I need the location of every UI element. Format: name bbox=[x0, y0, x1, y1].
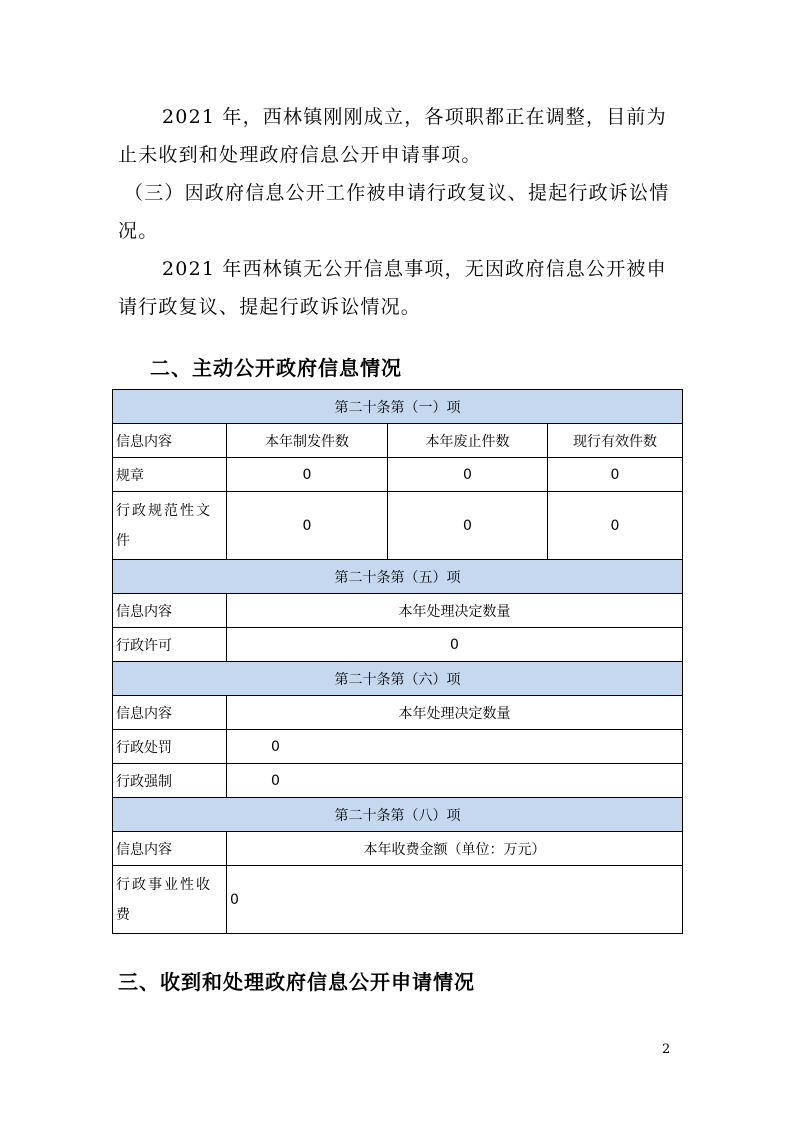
paragraph-no-review: 2021 年西林镇无公开信息事项，无因政府信息公开被申请行政复议、提起行政诉讼情况。 bbox=[118, 258, 667, 318]
row-admin-penalty-label: 行政处罚 bbox=[113, 730, 227, 764]
row-normative-docs-valid: 0 bbox=[548, 492, 683, 560]
row-regulations-issued: 0 bbox=[227, 458, 388, 492]
item5-title: 第二十条第（五）项 bbox=[113, 560, 683, 594]
row-normative-docs-label: 行政规范性文件 bbox=[113, 492, 227, 560]
item6-header-decisions: 本年处理决定数量 bbox=[227, 696, 683, 730]
row-admin-permit-value: 0 bbox=[227, 628, 683, 662]
subsection-3-title: （三）因政府信息公开工作被申请行政复议、提起行政诉讼情况。 bbox=[118, 182, 670, 242]
section-2-heading: 二、主动公开政府信息情况 bbox=[150, 356, 402, 380]
row-admin-coercion-label: 行政强制 bbox=[113, 764, 227, 798]
item5-header-decisions: 本年处理决定数量 bbox=[227, 594, 683, 628]
item6-header-content: 信息内容 bbox=[113, 696, 227, 730]
section-3-heading: 三、收到和处理政府信息公开申请情况 bbox=[118, 970, 475, 994]
item1-header-valid: 现行有效件数 bbox=[548, 424, 683, 458]
item8-header-fee-amount: 本年收费金额（单位：万元） bbox=[227, 832, 683, 866]
row-admin-fees-value: 0 bbox=[227, 866, 683, 934]
disclosure-table bbox=[112, 389, 683, 934]
item8-header-content: 信息内容 bbox=[113, 832, 227, 866]
row-regulations-valid: 0 bbox=[548, 458, 683, 492]
row-admin-coercion-value: 0 bbox=[227, 764, 683, 798]
row-admin-fees-label: 行政事业性收费 bbox=[113, 866, 227, 934]
item1-title: 第二十条第（一）项 bbox=[113, 390, 683, 424]
item1-header-abolished: 本年废止件数 bbox=[388, 424, 548, 458]
row-admin-permit-label: 行政许可 bbox=[113, 628, 227, 662]
item8-title: 第二十条第（八）项 bbox=[113, 798, 683, 832]
row-regulations-abolished: 0 bbox=[388, 458, 548, 492]
page-number: 2 bbox=[662, 1042, 671, 1057]
paragraph-no-applications: 2021 年，西林镇刚刚成立，各项职都正在调整，目前为止未收到和处理政府信息公开申请事项。 bbox=[118, 106, 667, 166]
item1-header-content: 信息内容 bbox=[113, 424, 227, 458]
row-normative-docs-abolished: 0 bbox=[388, 492, 548, 560]
item1-header-issued: 本年制发件数 bbox=[227, 424, 388, 458]
item5-header-content: 信息内容 bbox=[113, 594, 227, 628]
row-regulations-label: 规章 bbox=[113, 458, 227, 492]
row-admin-penalty-value: 0 bbox=[227, 730, 683, 764]
item6-title: 第二十条第（六）项 bbox=[113, 662, 683, 696]
row-normative-docs-issued: 0 bbox=[227, 492, 388, 560]
